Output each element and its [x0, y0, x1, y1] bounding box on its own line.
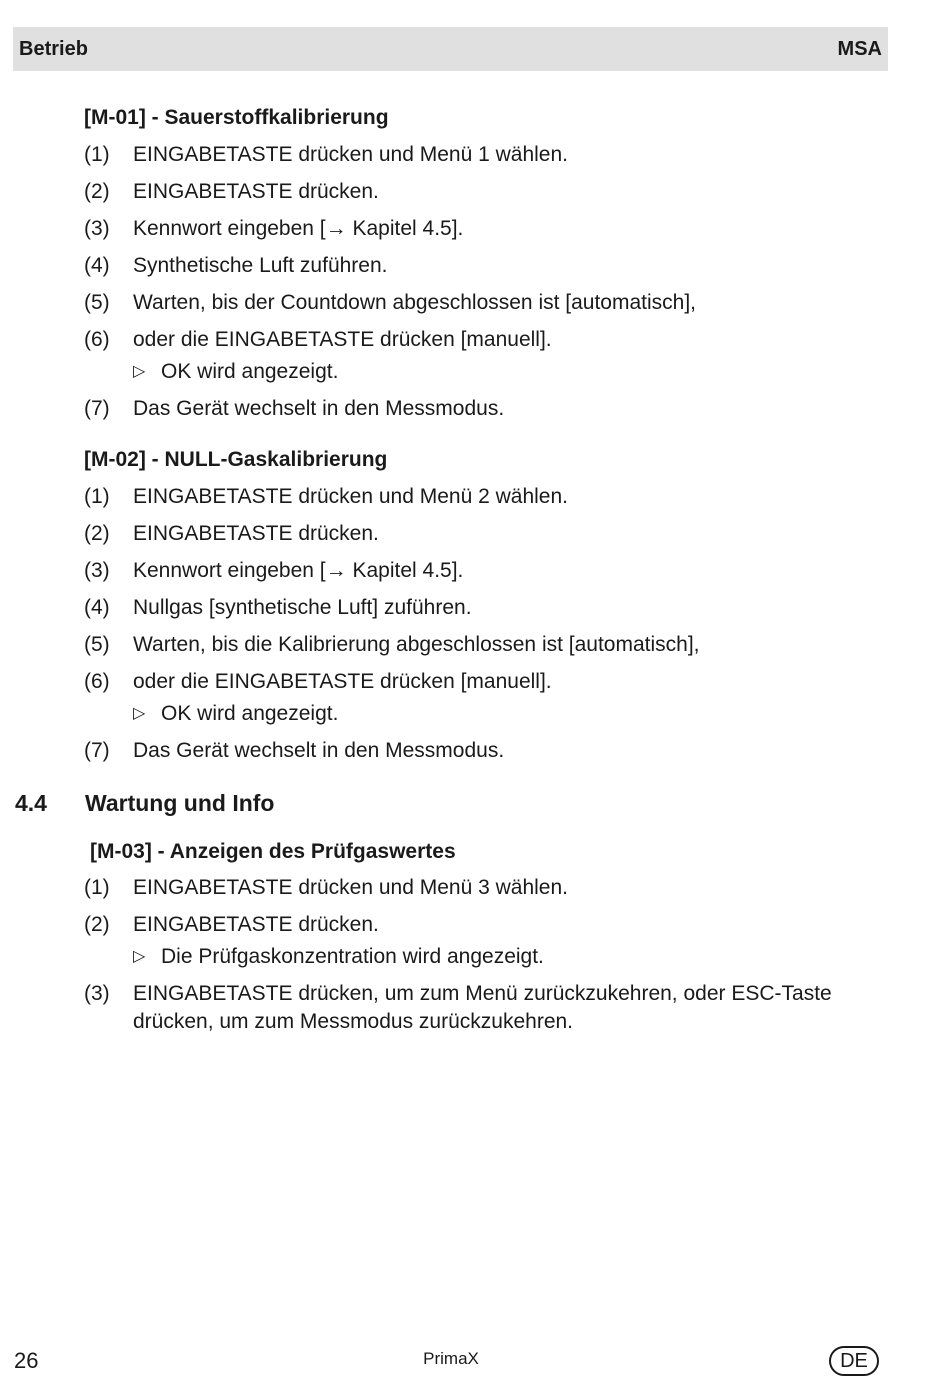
step-text: Kennwort eingeben [→ Kapitel 4.5]. [133, 559, 464, 582]
result-triangle-icon: ▷ [133, 363, 146, 380]
step-number: (5) [84, 291, 110, 314]
step-text: EINGABETASTE drücken. [133, 180, 379, 203]
header-brand: MSA [837, 38, 882, 60]
step-text: drücken, um zum Messmodus zurückzukehren. [133, 1010, 574, 1033]
step-text: EINGABETASTE drücken. [133, 913, 379, 936]
step-number: (2) [84, 913, 110, 936]
step-text: EINGABETASTE drücken. [133, 522, 379, 545]
m01-result [133, 360, 338, 384]
step-number: (2) [84, 522, 110, 545]
step-text: Das Gerät wechselt in den Messmodus. [133, 739, 505, 762]
step-number: (3) [84, 982, 110, 1005]
step-number: (7) [84, 739, 110, 762]
step-text: Kennwort eingeben [→ Kapitel 4.5]. [133, 217, 464, 240]
header-bar [13, 27, 888, 71]
step-number: (3) [84, 559, 110, 582]
step-number: (7) [84, 397, 110, 420]
step-number: (6) [84, 328, 110, 351]
m03-result [133, 945, 544, 969]
m03-title: [M-03] - Anzeigen des Prüfgaswertes [90, 840, 456, 863]
step-text: EINGABETASTE drücken und Menü 2 wählen. [133, 485, 568, 508]
section-number: 4.4 [15, 790, 47, 816]
step-text: Das Gerät wechselt in den Messmodus. [133, 397, 505, 420]
result-text: Die Prüfgaskonzentration wird angezeigt. [161, 945, 544, 968]
step-text: oder die EINGABETASTE drücken [manuell]. [133, 328, 552, 351]
footer-title: PrimaX [423, 1349, 479, 1368]
result-text: OK wird angezeigt. [161, 702, 339, 725]
step-number: (5) [84, 633, 110, 656]
page-number: 26 [14, 1348, 39, 1373]
step-number: (3) [84, 217, 110, 240]
result-text: OK wird angezeigt. [161, 360, 339, 383]
step-text: Warten, bis der Countdown abgeschlossen ist [automatisch], [133, 291, 697, 314]
m02-result [133, 702, 338, 726]
result-triangle-icon: ▷ [133, 948, 146, 965]
step-number: (1) [84, 143, 110, 166]
language-badge: DE [829, 1346, 879, 1376]
section-title: Wartung und Info [85, 790, 275, 816]
step-number: (6) [84, 670, 110, 693]
m02-title: [M-02] - NULL-Gaskalibrierung [84, 448, 388, 471]
step-text: oder die EINGABETASTE drücken [manuell]. [133, 670, 552, 693]
step-text: Nullgas [synthetische Luft] zuführen. [133, 596, 472, 619]
step-text: EINGABETASTE drücken und Menü 1 wählen. [133, 143, 568, 166]
step-text: EINGABETASTE drücken und Menü 3 wählen. [133, 876, 568, 899]
header-chapter: Betrieb [19, 38, 88, 60]
m01-title: [M-01] - Sauerstoffkalibrierung [84, 106, 389, 129]
step-number: (4) [84, 254, 110, 277]
step-text: Warten, bis die Kalibrierung abgeschlossen ist [automatisch], [133, 633, 700, 656]
step-number: (1) [84, 485, 110, 508]
step-number: (1) [84, 876, 110, 899]
result-triangle-icon: ▷ [133, 705, 146, 722]
step-text: Synthetische Luft zuführen. [133, 254, 388, 277]
step-text: EINGABETASTE drücken, um zum Menü zurückzukehren, oder ESC-Taste [133, 982, 832, 1005]
step-number: (2) [84, 180, 110, 203]
step-number: (4) [84, 596, 110, 619]
